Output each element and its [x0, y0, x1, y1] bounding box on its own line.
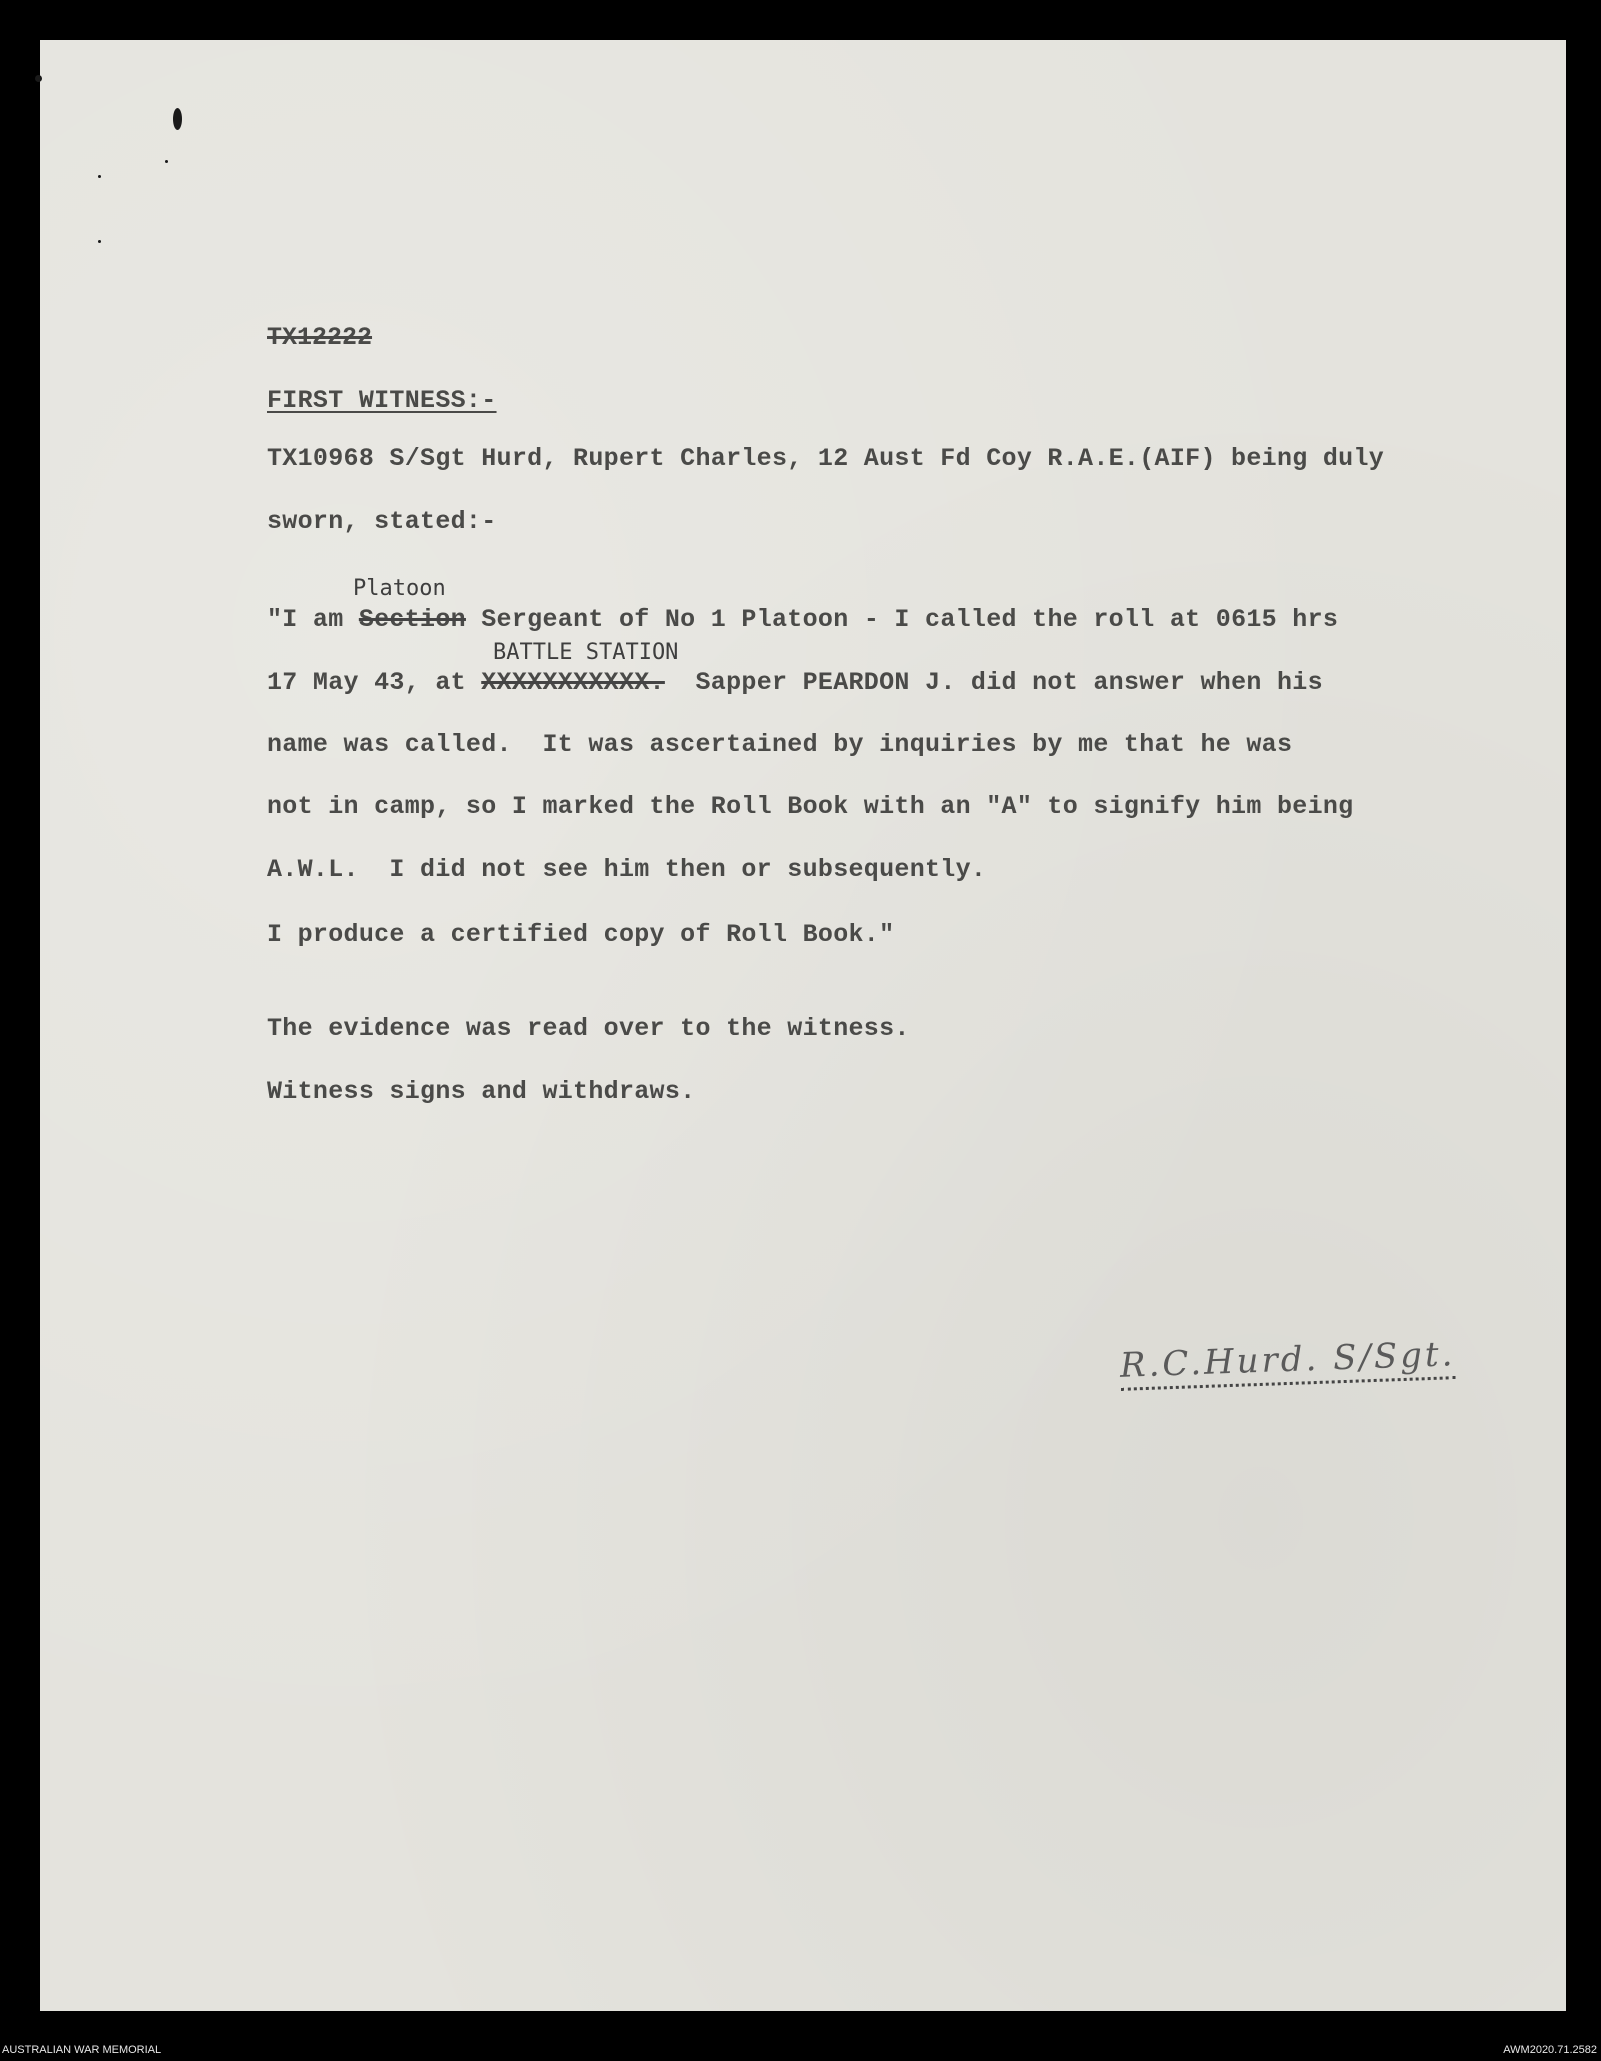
- statement-line-1-prefix: "I am: [267, 605, 359, 634]
- closing-line-2: Witness signs and withdraws.: [267, 1077, 696, 1106]
- statement-line-1: [267, 605, 1338, 634]
- witness-intro-line-2: sworn, stated:-: [267, 507, 497, 536]
- statement-line-4: not in camp, so I marked the Roll Book with an "A" to signify him being: [267, 792, 1354, 821]
- struck-word-section: Section: [358, 605, 466, 634]
- statement-line-1-suffix: Sergeant of No 1 Platoon - I called the roll at 0615 hrs: [465, 605, 1339, 634]
- pin-hole: [98, 240, 101, 243]
- footer-accession-number: AWM2020.71.2582: [1503, 2044, 1597, 2056]
- witness-signature: R.C.Hurd. S/Sgt.: [1119, 1334, 1456, 1391]
- statement-line-3: name was called. It was ascertained by inquiries by me that he was: [267, 730, 1293, 759]
- statement-line-2-prefix: 17 May 43, at: [267, 668, 482, 697]
- punch-mark: [35, 75, 42, 82]
- footer-institution: AUSTRALIAN WAR MEMORIAL: [2, 2044, 162, 2056]
- statement-line-5: A.W.L. I did not see him then or subsequently.: [267, 855, 987, 884]
- statement-line-6: I produce a certified copy of Roll Book.": [267, 920, 895, 949]
- staple-hole: [173, 108, 182, 130]
- pin-hole: [98, 175, 101, 178]
- struck-location: XXXXXXXXXXX.: [481, 668, 665, 697]
- typed-insert-battle-station: BATTLE STATION: [493, 640, 679, 665]
- section-heading: FIRST WITNESS:-: [267, 386, 497, 415]
- witness-intro-line-1: TX10968 S/Sgt Hurd, Rupert Charles, 12 Aust Fd Coy R.A.E.(AIF) being duly: [267, 444, 1385, 473]
- typed-insert-platoon: Platoon: [353, 576, 446, 601]
- statement-line-2-suffix: Sapper PEARDON J. did not answer when his: [664, 668, 1323, 697]
- closing-line-1: The evidence was read over to the witness.: [267, 1014, 910, 1043]
- statement-line-2: [267, 668, 1323, 697]
- pin-hole: [165, 160, 168, 163]
- struck-reference-number: TX12222: [267, 323, 373, 352]
